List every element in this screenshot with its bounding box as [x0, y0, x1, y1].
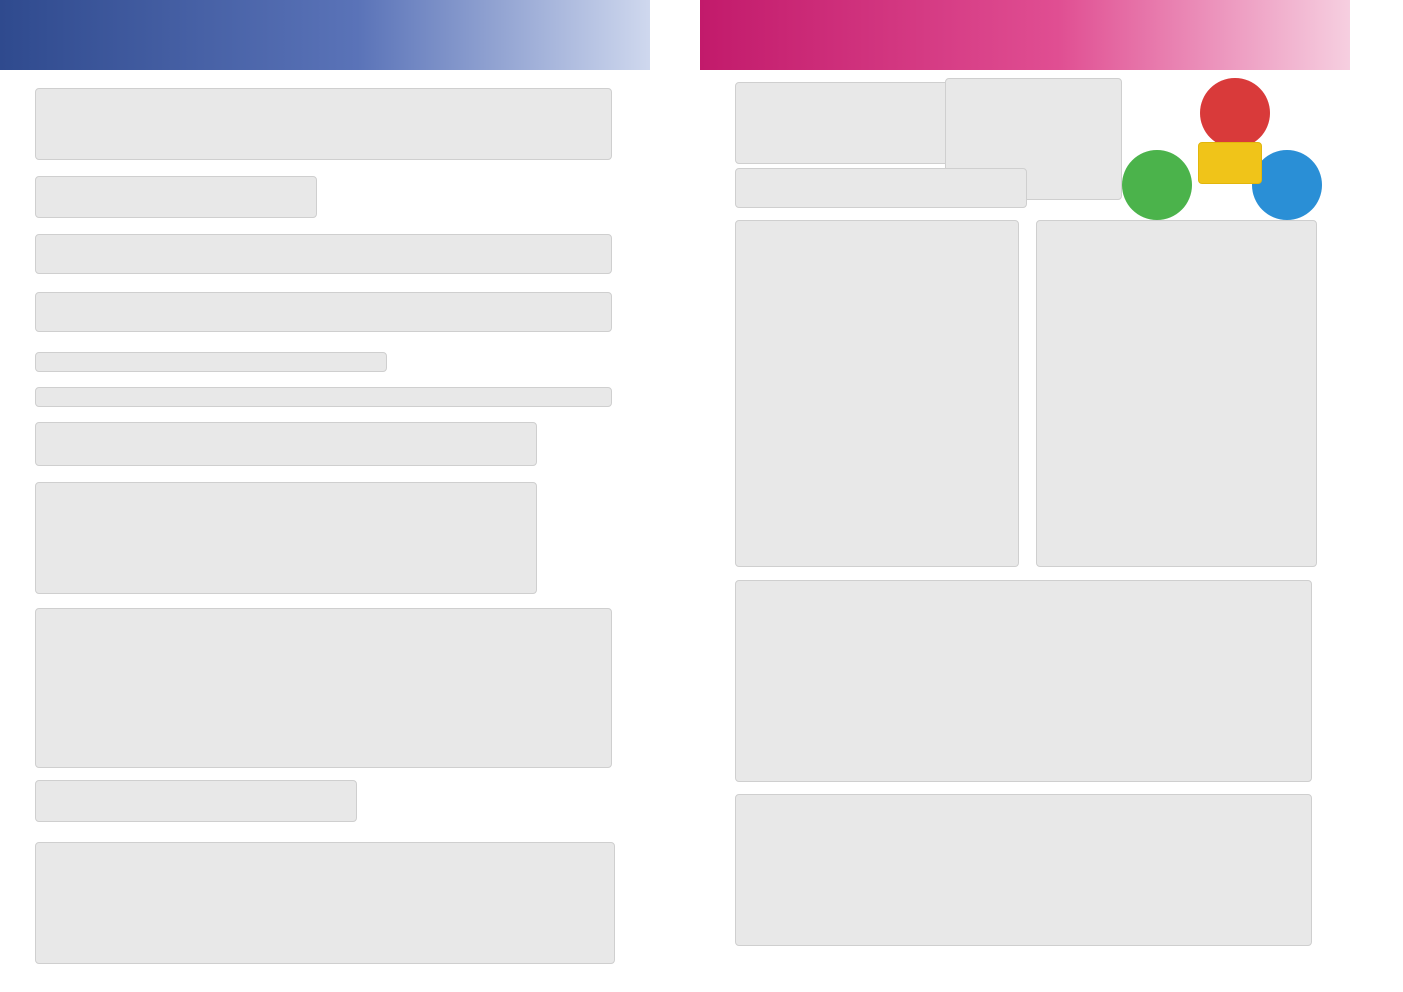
- chip-leader: [1198, 142, 1262, 184]
- visitor-section: [35, 176, 317, 218]
- life-study-table: [1036, 220, 1317, 567]
- affiliation-block: [735, 168, 1027, 208]
- section-6: [35, 482, 537, 594]
- chip-group: [1122, 150, 1192, 220]
- meeting-section: [35, 780, 357, 822]
- right-page: [700, 0, 1350, 992]
- section-4: [35, 387, 612, 407]
- right-header: [700, 0, 1350, 70]
- staff-section: [735, 794, 1312, 946]
- section-5: [35, 422, 537, 466]
- chip-worship: [1200, 78, 1270, 148]
- notice-box: [35, 88, 612, 160]
- section-3: [35, 352, 387, 372]
- section-7: [35, 608, 612, 768]
- left-header: [0, 0, 650, 70]
- left-page: [0, 0, 650, 992]
- directions-section: [735, 580, 1312, 782]
- chip-study: [1252, 150, 1322, 220]
- worship-times: [735, 220, 1019, 567]
- schedule-table: [35, 842, 615, 964]
- section-1: [35, 234, 612, 274]
- section-2: [35, 292, 612, 332]
